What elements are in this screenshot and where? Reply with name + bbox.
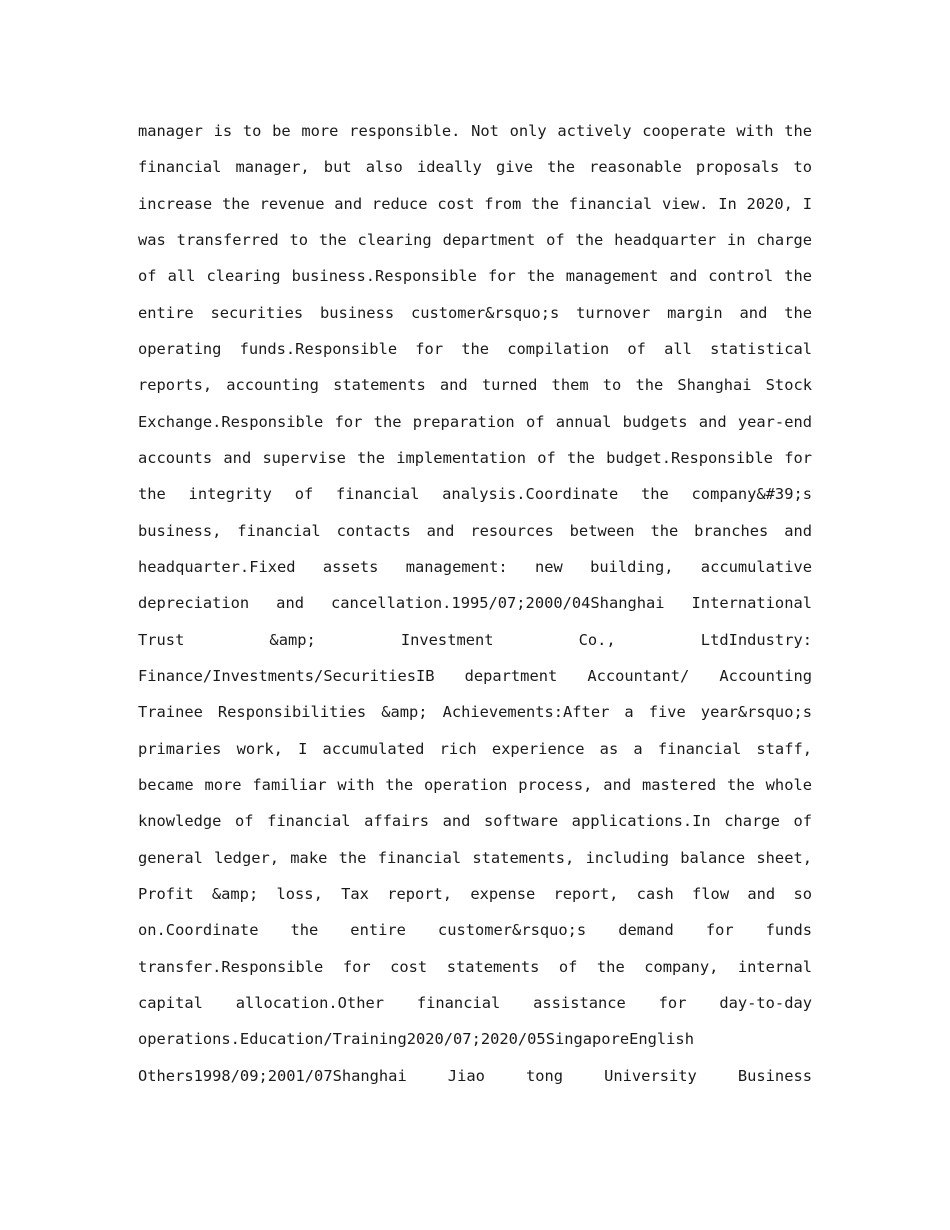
text-line: business, financial contacts and resources between the branches and (138, 521, 812, 540)
text-line: headquarter.Fixed assets management: new building, accumulative (138, 557, 812, 576)
text-line: manager is to be more responsible. Not only actively cooperate with the (138, 122, 812, 140)
text-line: became more familiar with the operation process, and mastered the whole (138, 775, 812, 794)
text-line: entire securities business customer&rsquo;s turnover margin and the (138, 303, 812, 322)
text-line: was transferred to the clearing department of the headquarter in charge (138, 230, 812, 249)
text-line: of all clearing business.Responsible for the management and control the (138, 267, 812, 286)
text-line: transfer.Responsible for cost statements of the company, internal (138, 957, 812, 976)
text-line: Profit &amp; loss, Tax report, expense report, cash flow and so (138, 884, 812, 903)
text-line: operations.Education/Training2020/07;2020/05SingaporeEnglish (138, 1030, 694, 1049)
text-line: reports, accounting statements and turned them to the Shanghai Stock (138, 376, 812, 395)
text-line: general ledger, make the financial statements, including balance sheet, (138, 848, 812, 867)
text-line: the integrity of financial analysis.Coordinate the company&#39;s (138, 485, 812, 504)
text-line: Exchange.Responsible for the preparation of annual budgets and year-end (138, 412, 812, 431)
text-line: depreciation and cancellation.1995/07;2000/04Shanghai International (138, 594, 812, 613)
text-line: on.Coordinate the entire customer&rsquo;s demand for funds (138, 921, 812, 940)
text-line: accounts and supervise the implementation of the budget.Responsible for (138, 448, 812, 467)
text-line: Finance/Investments/SecuritiesIB department Accountant/ Accounting (138, 666, 812, 685)
text-line: Trust &amp; Investment Co., LtdIndustry: (138, 630, 812, 649)
text-line: capital allocation.Other financial assistance for day-to-day (138, 993, 812, 1012)
text-line: increase the revenue and reduce cost from the financial view. In 2020, I (138, 194, 812, 213)
text-line: financial manager, but also ideally give the reasonable proposals to (138, 158, 812, 177)
text-line: Trainee Responsibilities &amp; Achievements:After a five year&rsquo;s (138, 703, 812, 722)
text-line: operating funds.Responsible for the compilation of all statistical (138, 339, 812, 358)
body-text (138, 113, 812, 1094)
text-line: knowledge of financial affairs and software applications.In charge of (138, 812, 812, 831)
text-line: Others1998/09;2001/07Shanghai Jiao tong University Business (138, 1066, 812, 1085)
text-line: primaries work, I accumulated rich experience as a financial staff, (138, 739, 812, 758)
